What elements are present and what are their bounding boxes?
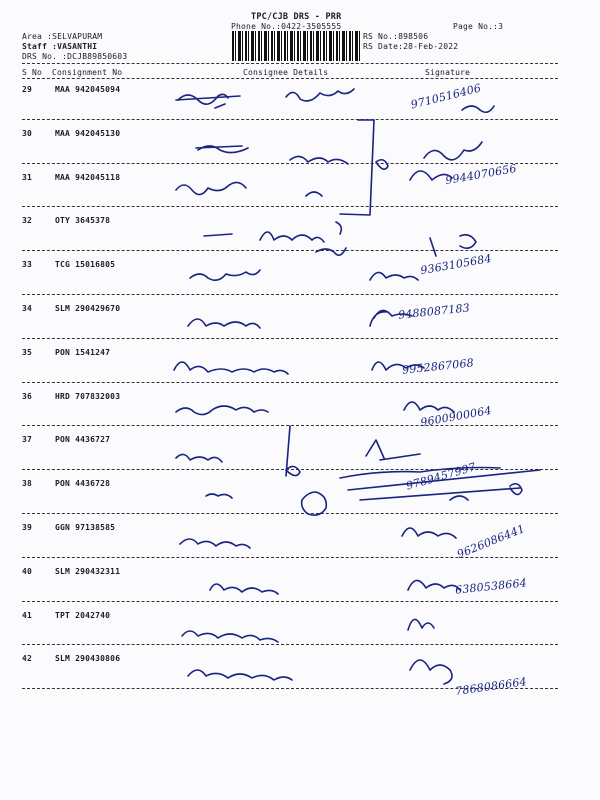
signature-36 — [176, 402, 454, 415]
row-sno: 38 — [22, 479, 33, 489]
row-sno: 37 — [22, 435, 33, 445]
row-consignment-number: MAA 942045094 — [55, 85, 121, 94]
rs-date: RS Date:28-Feb-2022 — [363, 42, 459, 51]
strike-30 — [196, 146, 242, 148]
row-sno: 42 — [22, 654, 33, 664]
row-divider — [22, 163, 558, 164]
row-divider — [22, 469, 558, 470]
row-consignment-number: HRD 707832003 — [55, 391, 121, 401]
row-divider — [22, 425, 558, 426]
row-consignment-number: SLM 290432311 — [55, 566, 121, 576]
phone-number: Phone No.:0422-3505555 — [231, 22, 342, 31]
page-number: Page No.:3 — [453, 22, 504, 31]
drs-number: DRS No. :DCJB89850603 — [22, 52, 128, 61]
columns-divider — [22, 78, 558, 79]
handwritten-phone-29: 9710516406 — [409, 81, 483, 112]
row-consignment-number: OTY 3645378 — [55, 216, 111, 226]
row-sno: 40 — [22, 566, 33, 576]
handwritten-phone-38: 9789457997 — [404, 460, 478, 493]
signature-40 — [210, 580, 460, 594]
sheet-title: TPC/CJB DRS - PRR — [251, 12, 342, 22]
row-sno: 30 — [22, 128, 33, 138]
signature-31 — [176, 171, 452, 196]
signature-41 — [182, 619, 434, 642]
row-consignment-number: SLM 290430806 — [55, 654, 121, 664]
barcode — [232, 31, 360, 61]
handwritten-phone-42: 7868086664 — [454, 675, 528, 698]
signature-38 — [206, 468, 522, 516]
row-divider — [22, 338, 558, 339]
row-sno: 33 — [22, 260, 33, 270]
signature-42 — [188, 660, 452, 684]
staff-label: Staff :VASANTHI — [22, 42, 98, 51]
row-consignment-number: PON 4436727 — [55, 435, 111, 445]
handwritten-phone-40: 6380538664 — [454, 576, 528, 597]
row-consignment-number: PON 1541247 — [55, 347, 111, 357]
handwritten-phone-39: 9626086441 — [455, 521, 527, 562]
row-divider — [22, 513, 558, 514]
signature-30 — [198, 120, 482, 215]
handwritten-phone-31: 9944070656 — [444, 161, 518, 188]
row-divider — [22, 206, 558, 207]
row-consignment-number: MAA 942045118 — [55, 172, 121, 182]
header-divider — [22, 63, 558, 64]
row-sno: 29 — [22, 85, 33, 94]
signature-39 — [180, 528, 456, 548]
row-divider — [22, 382, 558, 383]
row-sno: 34 — [22, 304, 33, 313]
handwritten-phone-36: 9600900064 — [419, 403, 493, 430]
row-consignment-number: PON 4436728 — [55, 479, 111, 489]
handwritten-phone-35: 9952867068 — [401, 356, 475, 377]
col-consignee: Consignee Details — [243, 68, 329, 77]
row-consignment-number: MAA 942045130 — [55, 128, 121, 138]
col-consignment: Consignment No — [52, 68, 123, 77]
row-sno: 36 — [22, 391, 33, 401]
strike-29 — [176, 96, 240, 100]
col-signature: Signature — [425, 68, 471, 77]
handwritten-phone-33: 9363105684 — [419, 251, 493, 278]
row-consignment-number: SLM 290429670 — [55, 304, 121, 313]
row-consignment-number: GGN 97138585 — [55, 523, 116, 532]
row-sno: 35 — [22, 347, 33, 357]
row-divider — [22, 601, 558, 602]
handwritten-phone-34: 9488087183 — [397, 301, 471, 322]
signature-34 — [188, 310, 412, 328]
row-divider — [22, 557, 558, 558]
area-label: Area :SELVAPURAM — [22, 32, 103, 41]
row-sno: 39 — [22, 523, 33, 532]
row-consignment-number: TCG 15016805 — [55, 260, 116, 270]
row-sno: 31 — [22, 172, 33, 182]
row-divider — [22, 644, 558, 645]
rs-number: RS No.:898506 — [363, 32, 429, 41]
row-sno: 41 — [22, 610, 33, 620]
row-consignment-number: TPT 2042740 — [55, 610, 111, 620]
signature-35 — [174, 362, 424, 374]
col-sno: S No — [22, 68, 43, 77]
row-divider — [22, 250, 558, 251]
row-divider — [22, 119, 558, 120]
row-sno: 32 — [22, 216, 33, 226]
row-divider — [22, 294, 558, 295]
